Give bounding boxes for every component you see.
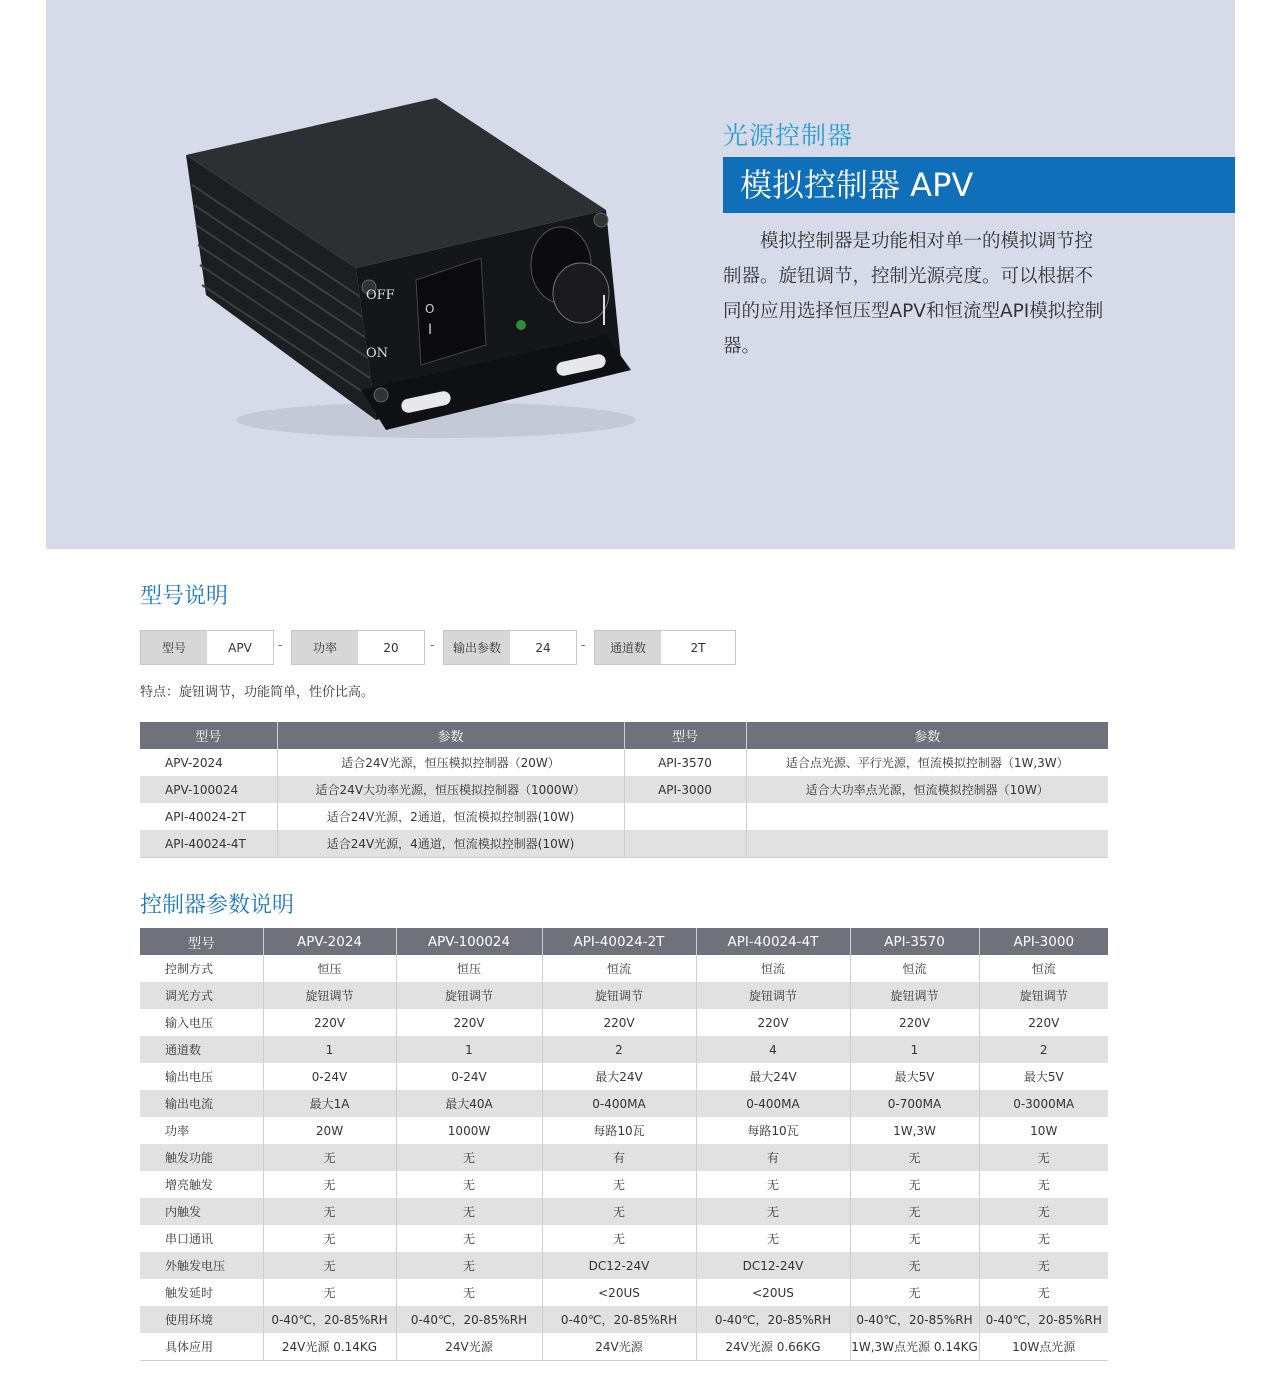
table-header-cell: 参数 — [277, 722, 624, 749]
row-label: 调光方式 — [140, 982, 263, 1009]
table-row — [140, 1171, 1108, 1198]
table-cell: 每路10瓦 — [696, 1117, 850, 1144]
table-cell: 无 — [850, 1144, 979, 1171]
row-label: 控制方式 — [140, 955, 263, 982]
table-cell: 无 — [396, 1225, 542, 1252]
table-cell: 旋钮调节 — [979, 982, 1108, 1009]
table-cell: 旋钮调节 — [542, 982, 696, 1009]
table-header-cell: API-3000 — [979, 928, 1108, 955]
table-cell: 220V — [850, 1009, 979, 1036]
table-cell: 1 — [850, 1036, 979, 1063]
row-label: 输出电压 — [140, 1063, 263, 1090]
table-row — [140, 830, 1108, 858]
table-cell: 无 — [396, 1252, 542, 1279]
table-header-cell: 型号 — [624, 722, 746, 749]
model-table — [140, 722, 1108, 858]
table-row — [140, 1117, 1108, 1144]
table-cell: 无 — [850, 1198, 979, 1225]
table-cell: 无 — [850, 1171, 979, 1198]
table-cell: 0-40℃，20-85%RH — [396, 1306, 542, 1333]
table-cell: 无 — [850, 1225, 979, 1252]
table-cell: 适合点光源、平行光源，恒流模拟控制器（1W,3W） — [746, 749, 1108, 776]
table-cell: 1 — [396, 1036, 542, 1063]
table-cell: 适合24V光源，恒压模拟控制器（20W） — [277, 749, 624, 776]
switch-o-mark: O — [425, 302, 435, 316]
table-cell: 适合24V光源，2通道，恒流模拟控制器(10W) — [277, 803, 624, 830]
table-row — [140, 1306, 1108, 1333]
table-cell: 无 — [263, 1198, 396, 1225]
table-cell: 恒压 — [263, 955, 396, 982]
model-field-key: 型号 — [141, 631, 207, 664]
table-row — [140, 1144, 1108, 1171]
table-row — [140, 1009, 1108, 1036]
table-cell: 0-40℃，20-85%RH — [850, 1306, 979, 1333]
table-cell: 适合大功率点光源，恒流模拟控制器（10W） — [746, 776, 1108, 803]
table-cell: 无 — [850, 1252, 979, 1279]
row-label: 内触发 — [140, 1198, 263, 1225]
controller-product-photo — [176, 90, 646, 460]
model-field-value: 2T — [690, 640, 706, 655]
product-title: 模拟控制器 APV — [740, 166, 974, 204]
table-row — [140, 1063, 1108, 1090]
table-cell: 无 — [542, 1171, 696, 1198]
table-cell: 恒压 — [396, 955, 542, 982]
table-cell: API-40024-4T — [140, 830, 277, 858]
model-field-key: 输出参数 — [444, 631, 510, 664]
table-row — [140, 982, 1108, 1009]
table-cell: 旋钮调节 — [396, 982, 542, 1009]
table-cell: 有 — [542, 1144, 696, 1171]
param-table — [140, 928, 1108, 1361]
row-label: 串口通讯 — [140, 1225, 263, 1252]
product-category: 光源控制器 — [723, 121, 854, 150]
table-cell: 220V — [396, 1009, 542, 1036]
table-header-cell: API-40024-2T — [542, 928, 696, 955]
table-row — [140, 803, 1108, 830]
row-label: 通道数 — [140, 1036, 263, 1063]
table-cell: 无 — [979, 1171, 1108, 1198]
table-cell: 恒流 — [850, 955, 979, 982]
table-cell: 10W点光源 — [979, 1333, 1108, 1361]
product-description: 模拟控制器是功能相对单一的模拟调节控制器。旋钮调节，控制光源亮度。可以根据不同的应用选择恒压型APV和恒流型API模拟控制器。 — [723, 231, 1104, 357]
table-header-cell: API-40024-4T — [696, 928, 850, 955]
switch-i-mark: I — [428, 322, 433, 338]
table-cell: 最大40A — [396, 1090, 542, 1117]
table-cell: 无 — [263, 1171, 396, 1198]
table-cell: APV-2024 — [140, 749, 277, 776]
table-cell: 0-400MA — [696, 1090, 850, 1117]
table-row — [140, 1279, 1108, 1306]
model-separator: - — [430, 638, 435, 652]
model-section-title: 型号说明 — [140, 584, 229, 609]
table-row — [140, 1252, 1108, 1279]
table-cell: 无 — [696, 1225, 850, 1252]
hero-banner — [46, 0, 1235, 549]
table-cell: 无 — [396, 1198, 542, 1225]
table-cell: 无 — [263, 1225, 396, 1252]
table-cell: 无 — [396, 1144, 542, 1171]
row-label: 输入电压 — [140, 1009, 263, 1036]
table-cell: 旋钮调节 — [850, 982, 979, 1009]
table-cell — [746, 803, 1108, 830]
table-cell: 恒流 — [979, 955, 1108, 982]
table-cell: 最大24V — [542, 1063, 696, 1090]
param-section-title: 控制器参数说明 — [140, 893, 295, 918]
row-label: 增亮触发 — [140, 1171, 263, 1198]
table-cell: 1W,3W — [850, 1117, 979, 1144]
table-cell: 0-40℃，20-85%RH — [542, 1306, 696, 1333]
table-cell: 0-3000MA — [979, 1090, 1108, 1117]
table-cell: API-3000 — [624, 776, 746, 803]
row-label: 触发延时 — [140, 1279, 263, 1306]
table-cell: 旋钮调节 — [696, 982, 850, 1009]
table-header-cell: 参数 — [746, 722, 1108, 749]
feature-text: 特点：旋钮调节，功能简单，性价比高。 — [140, 685, 375, 700]
table-row — [140, 1090, 1108, 1117]
table-cell: <20US — [696, 1279, 850, 1306]
table-row — [140, 1225, 1108, 1252]
switch-off-label: OFF — [366, 288, 395, 303]
row-label: 外触发电压 — [140, 1252, 263, 1279]
table-row — [140, 1198, 1108, 1225]
table-cell: 无 — [263, 1144, 396, 1171]
model-field-type — [140, 630, 274, 665]
table-cell: API-3570 — [624, 749, 746, 776]
table-cell: DC12-24V — [542, 1252, 696, 1279]
table-cell: 0-40℃，20-85%RH — [979, 1306, 1108, 1333]
table-cell — [624, 830, 746, 858]
model-field-key: 通道数 — [595, 631, 661, 664]
table-cell: 恒流 — [696, 955, 850, 982]
table-row — [140, 776, 1108, 803]
model-field-value: 20 — [383, 640, 399, 655]
table-cell: 无 — [979, 1279, 1108, 1306]
table-cell: 1W,3W点光源 0.14KG — [850, 1333, 979, 1361]
table-cell: 每路10瓦 — [542, 1117, 696, 1144]
table-cell: 24V光源 — [542, 1333, 696, 1361]
table-cell: 最大5V — [850, 1063, 979, 1090]
table-cell: 220V — [542, 1009, 696, 1036]
row-label: 具体应用 — [140, 1333, 263, 1361]
table-header-cell: APV-100024 — [396, 928, 542, 955]
table-cell: 无 — [696, 1171, 850, 1198]
table-cell: 有 — [696, 1144, 850, 1171]
table-cell: 旋钮调节 — [263, 982, 396, 1009]
table-cell: 20W — [263, 1117, 396, 1144]
table-cell: APV-100024 — [140, 776, 277, 803]
table-header-cell: 型号 — [140, 722, 277, 749]
table-cell: 10W — [979, 1117, 1108, 1144]
table-cell: 0-24V — [396, 1063, 542, 1090]
switch-on-label: ON — [366, 346, 389, 361]
row-label: 触发功能 — [140, 1144, 263, 1171]
table-cell — [624, 803, 746, 830]
table-cell: 无 — [263, 1279, 396, 1306]
table-cell: 无 — [979, 1225, 1108, 1252]
table-cell: 2 — [979, 1036, 1108, 1063]
table-row — [140, 1036, 1108, 1063]
table-cell: 无 — [979, 1252, 1108, 1279]
table-cell: 24V光源 — [396, 1333, 542, 1361]
table-cell: 1 — [263, 1036, 396, 1063]
table-cell: 无 — [696, 1198, 850, 1225]
table-cell: 无 — [542, 1225, 696, 1252]
table-cell: 0-400MA — [542, 1090, 696, 1117]
table-cell: 0-40℃，20-85%RH — [263, 1306, 396, 1333]
table-cell: 无 — [263, 1252, 396, 1279]
table-cell: 220V — [979, 1009, 1108, 1036]
table-header-cell: 型号 — [140, 928, 263, 955]
table-header-cell: APV-2024 — [263, 928, 396, 955]
table-cell: 最大5V — [979, 1063, 1108, 1090]
table-row — [140, 955, 1108, 982]
model-field-channels — [594, 630, 736, 665]
model-separator: - — [278, 638, 283, 652]
table-cell: DC12-24V — [696, 1252, 850, 1279]
table-header-row — [140, 928, 1108, 955]
model-field-value: 24 — [535, 640, 551, 655]
table-row — [140, 1333, 1108, 1361]
model-field-power — [291, 630, 425, 665]
row-label: 功率 — [140, 1117, 263, 1144]
row-label: 输出电流 — [140, 1090, 263, 1117]
product-title-bar — [723, 157, 1235, 213]
table-header-row — [140, 722, 1108, 749]
table-cell: 无 — [979, 1198, 1108, 1225]
table-cell: 无 — [396, 1279, 542, 1306]
table-cell: 无 — [542, 1198, 696, 1225]
table-cell: 无 — [979, 1144, 1108, 1171]
table-cell: 恒流 — [542, 955, 696, 982]
table-cell: 最大24V — [696, 1063, 850, 1090]
model-field-key: 功率 — [292, 631, 358, 664]
table-cell: 1000W — [396, 1117, 542, 1144]
table-cell: 24V光源 0.14KG — [263, 1333, 396, 1361]
table-header-cell: API-3570 — [850, 928, 979, 955]
table-row — [140, 749, 1108, 776]
table-cell: 0-40℃，20-85%RH — [696, 1306, 850, 1333]
table-cell: 0-24V — [263, 1063, 396, 1090]
table-cell: 无 — [850, 1279, 979, 1306]
table-cell: 24V光源 0.66KG — [696, 1333, 850, 1361]
table-cell: 220V — [696, 1009, 850, 1036]
table-cell — [746, 830, 1108, 858]
model-separator: - — [581, 638, 586, 652]
model-field-value: APV — [228, 640, 252, 655]
table-cell: 适合24V大功率光源，恒压模拟控制器（1000W） — [277, 776, 624, 803]
table-cell: <20US — [542, 1279, 696, 1306]
table-cell: 2 — [542, 1036, 696, 1063]
table-cell: 0-700MA — [850, 1090, 979, 1117]
table-cell: 220V — [263, 1009, 396, 1036]
table-cell: 4 — [696, 1036, 850, 1063]
model-field-output — [443, 630, 577, 665]
table-cell: 无 — [396, 1171, 542, 1198]
table-cell: 适合24V光源，4通道，恒流模拟控制器(10W) — [277, 830, 624, 858]
row-label: 使用环境 — [140, 1306, 263, 1333]
table-cell: API-40024-2T — [140, 803, 277, 830]
table-cell: 最大1A — [263, 1090, 396, 1117]
